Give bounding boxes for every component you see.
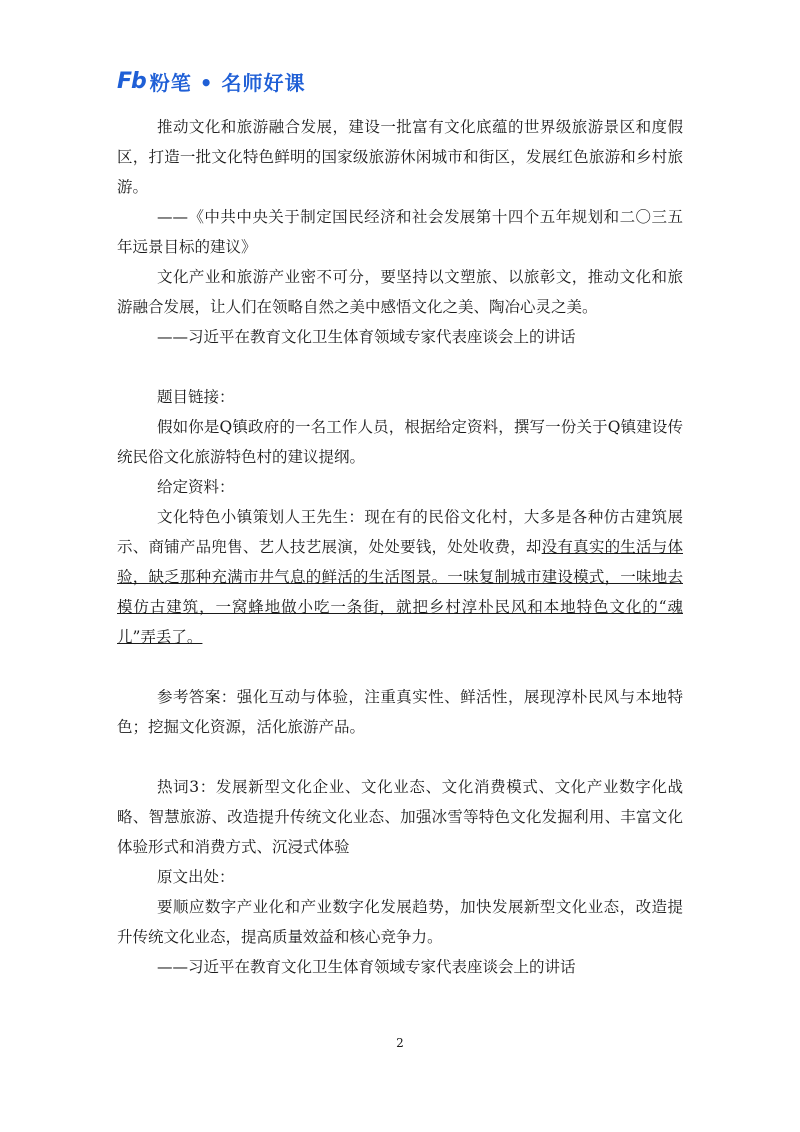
page-number: 2 — [396, 1036, 404, 1050]
citation-2: ——习近平在教育文化卫生体育领域专家代表座谈会上的讲话 — [157, 328, 576, 346]
brand-name: 粉笔 • 名师好课 — [149, 70, 306, 95]
source-text: 要顺应数字产业化和产业数字化发展趋势，加快发展新型文化业态，改造提升传统文化业态，提高质量效益和核心竞争力。 — [117, 898, 683, 946]
given-material-text — [117, 502, 683, 652]
material-underlined: 没有真实的生活与体验，缺乏那种充满市井气息的鲜活的生活图景。一味复制城市建设模式，一味地去模仿古建筑，一窝蜂地做小吃一条街，就把乡村淳朴民风和本地特色文化的“魂儿”弄丢了。 — [117, 538, 683, 646]
given-material-heading: 给定资料： — [157, 478, 235, 496]
paragraph-1: 推动文化和旅游融合发展，建设一批富有文化底蕴的世界级旅游景区和度假区，打造一批文化特色鲜明的国家级旅游休闲城市和街区，发展红色旅游和乡村旅游。 — [117, 118, 683, 196]
reference-answer: 参考答案：强化互动与体验，注重真实性、鲜活性，展现淳朴民风与本地特色；挖掘文化资源，活化旅游产品。 — [117, 688, 683, 736]
brand-logo — [117, 66, 306, 96]
hot-word-3: 热词3：发展新型文化企业、文化业态、文化消费模式、文化产业数字化战略、智慧旅游、改造提升传统文化业态、加强冰雪等特色文化发掘利用、丰富文化体验形式和消费方式、沉浸式体验 — [117, 778, 683, 856]
citation-1: ——《中共中央关于制定国民经济和社会发展第十四个五年规划和二〇三五年远景目标的建议》 — [117, 208, 683, 256]
paragraph-2: 文化产业和旅游产业密不可分，要坚持以文塑旅、以旅彰文，推动文化和旅游融合发展，让人们在领略自然之美中感悟文化之美、陶冶心灵之美。 — [117, 268, 683, 316]
material-plain: 文化特色小镇策划人王先生：现在有的民俗文化村，大多是各种仿古建筑展示、商铺产品兜售、艺人技艺展演，处处要钱，处处收费，却 — [117, 508, 683, 556]
question-text: 假如你是Q镇政府的一名工作人员，根据给定资料，撰写一份关于Q镇建设传统民俗文化旅游特色村的建议提纲。 — [117, 418, 683, 466]
source-heading: 原文出处： — [157, 868, 235, 886]
fenbi-logo-icon: Fb — [117, 68, 146, 94]
document-body — [117, 112, 683, 982]
citation-3: ——习近平在教育文化卫生体育领域专家代表座谈会上的讲话 — [157, 958, 576, 976]
question-link-heading: 题目链接： — [157, 388, 235, 406]
